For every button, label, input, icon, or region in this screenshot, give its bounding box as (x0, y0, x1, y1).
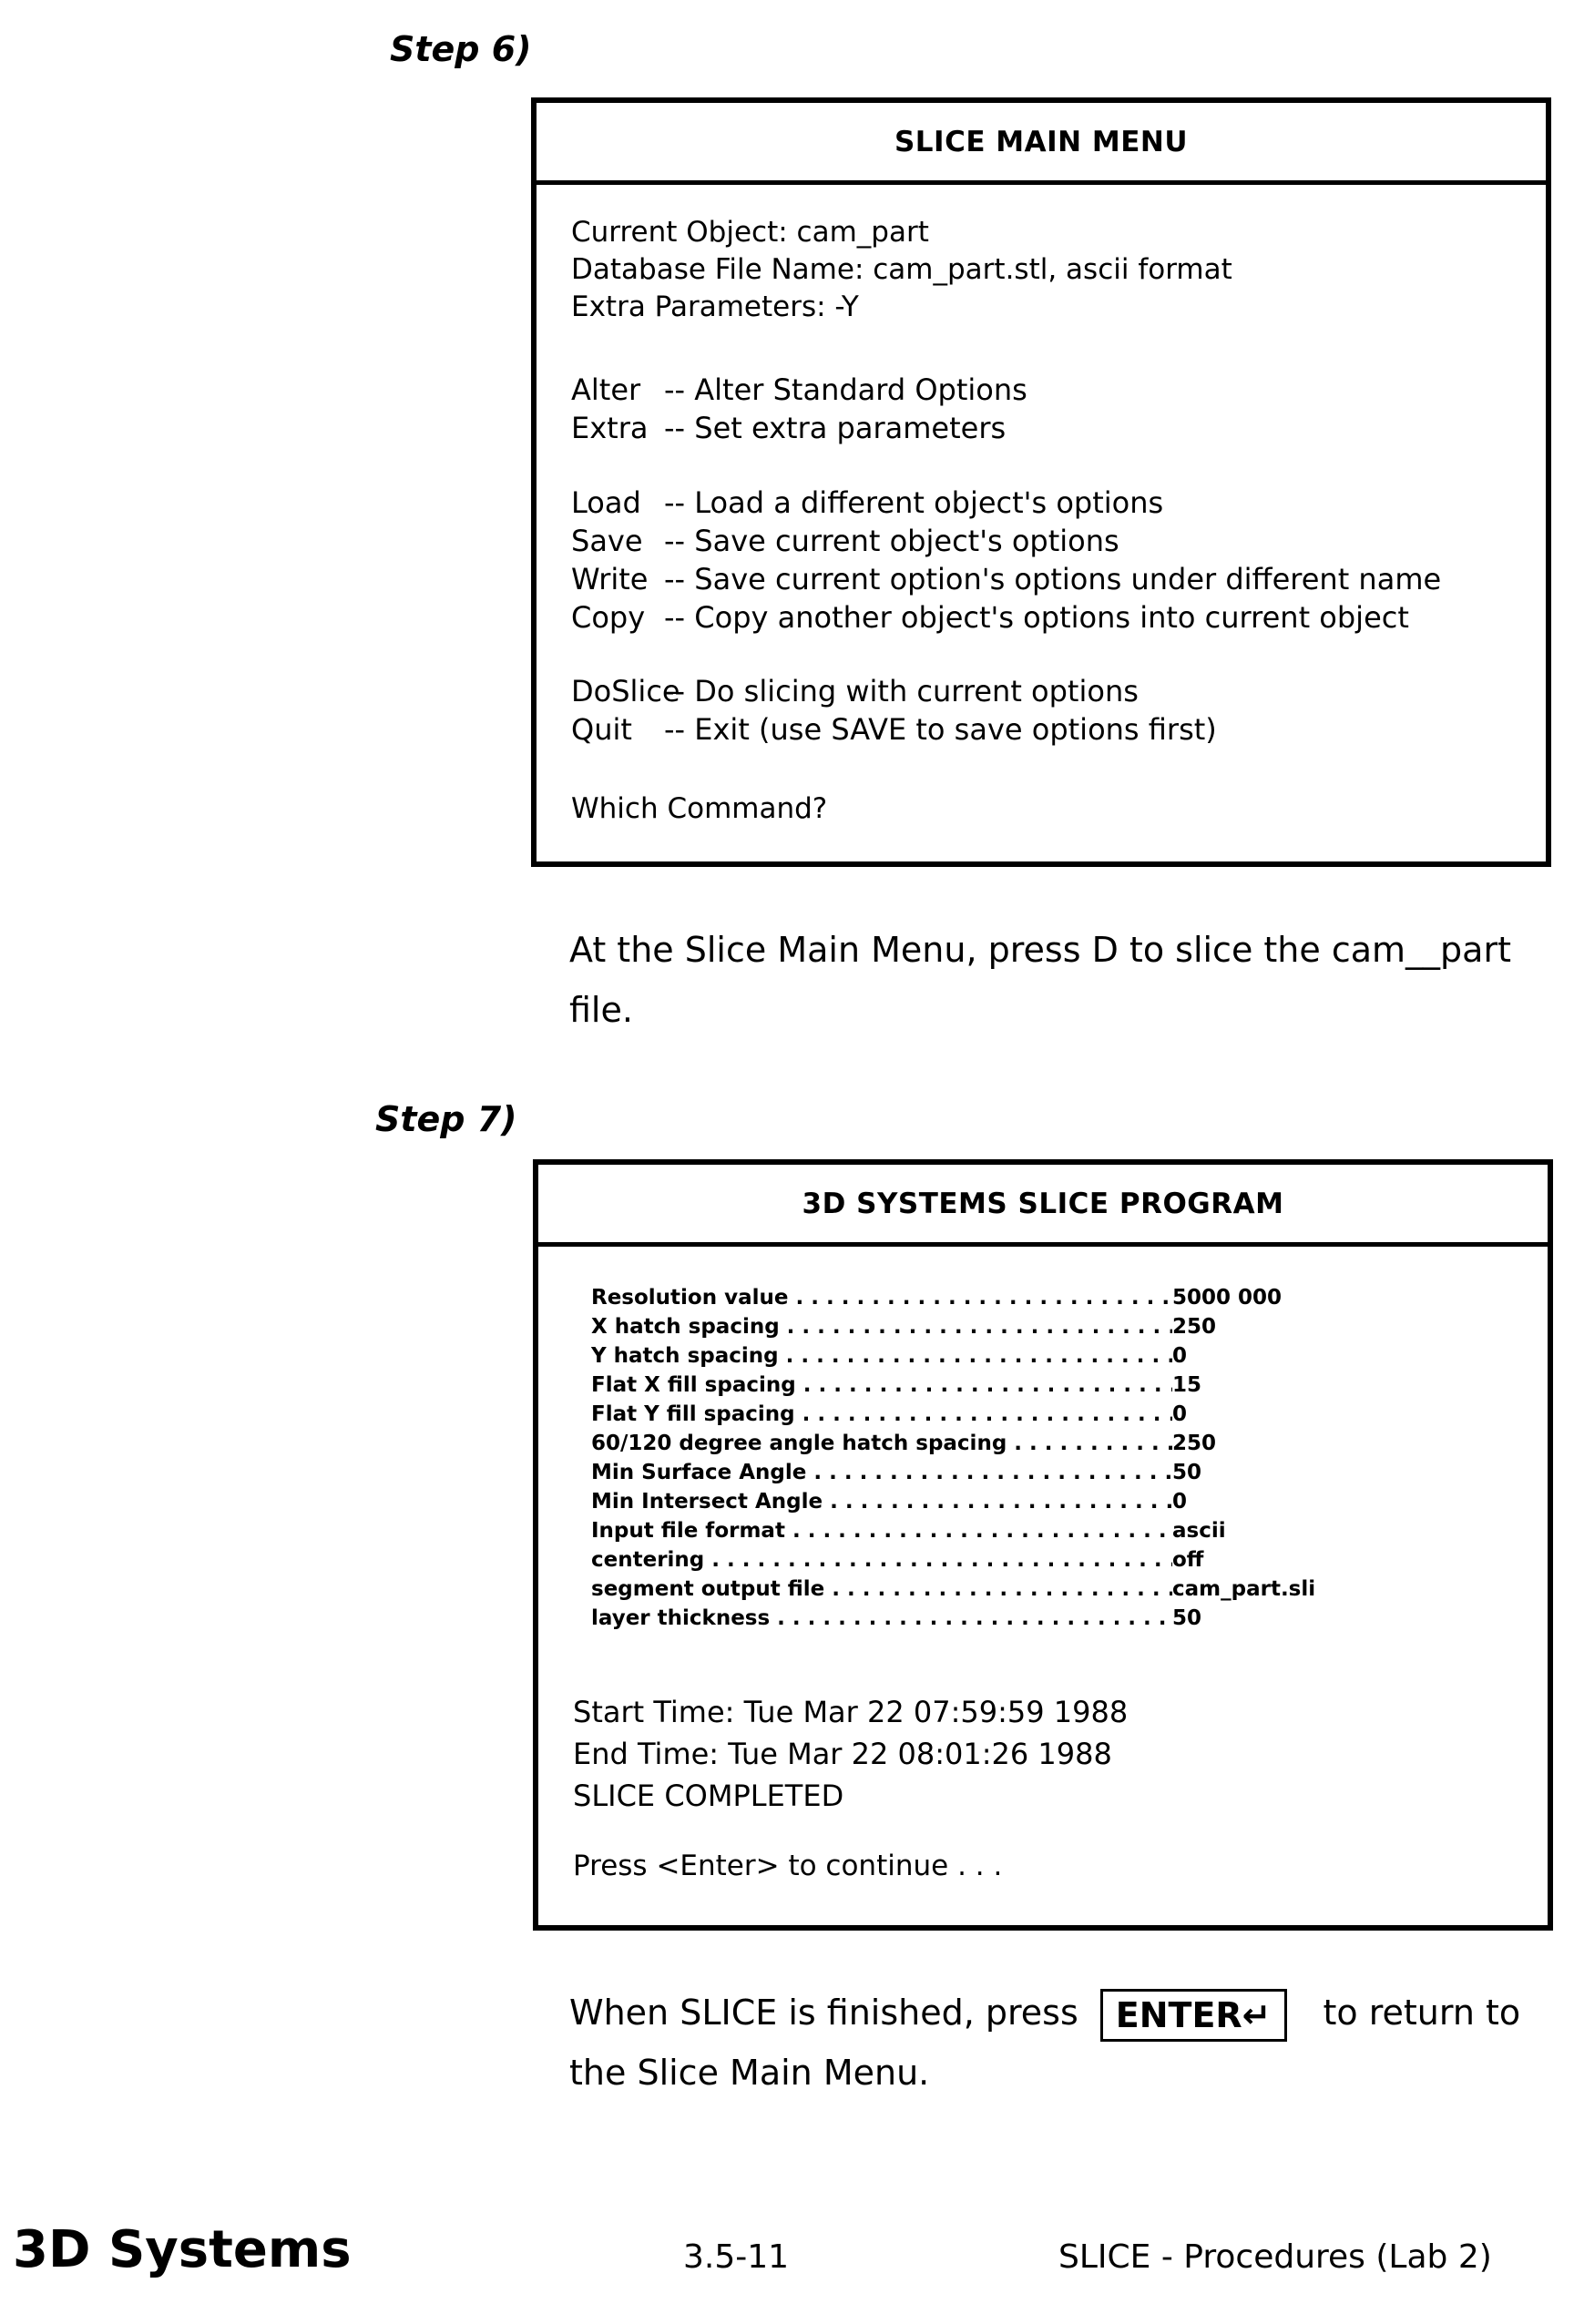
param-row (591, 1341, 1315, 1371)
menu-item-copy[interactable] (571, 598, 1441, 637)
param-label: centering . . . . . . . . . . . . . . . . . . . . . . . . . . . . . . (591, 1545, 1172, 1575)
parameter-list (591, 1283, 1315, 1633)
param-label: segment output file . . . . . . . . . . . . . . . . . . . . . . (591, 1575, 1172, 1604)
instruction-before: When SLICE is finished, press (569, 1993, 1078, 2033)
object-info (571, 214, 1232, 326)
menu-item-save[interactable] (571, 522, 1441, 560)
param-value: 0 (1172, 1400, 1187, 1429)
param-value: 50 (1172, 1458, 1201, 1487)
slice-main-menu-screen (531, 97, 1551, 867)
param-row (591, 1429, 1315, 1458)
menu-key: Quit (571, 710, 664, 749)
current-object-line: Current Object: cam_part (571, 214, 1232, 251)
command-group-files (571, 484, 1441, 637)
command-group-options (571, 371, 1027, 447)
param-label: Input file format . . . . . . . . . . . . . . . . . . . . . . . . . (591, 1516, 1172, 1545)
param-row (591, 1400, 1315, 1429)
instruction-after: to return to the Slice Main Menu. (569, 1993, 1520, 2093)
param-value: 50 (1172, 1604, 1201, 1633)
command-prompt[interactable]: Which Command? (571, 792, 827, 825)
step-6-instruction: At the Slice Main Menu, press D to slice the cam__part file. (569, 920, 1535, 1040)
param-value: cam_part.sli (1172, 1575, 1315, 1604)
timing-block (573, 1691, 1128, 1817)
slice-program-screen (533, 1159, 1553, 1931)
slice-main-menu-title: SLICE MAIN MENU (537, 103, 1546, 185)
param-value: 250 (1172, 1429, 1216, 1458)
start-time: Start Time: Tue Mar 22 07:59:59 1988 (573, 1691, 1128, 1733)
menu-key: DoSlice (571, 672, 664, 710)
menu-item-extra[interactable] (571, 409, 1027, 447)
menu-item-doslice[interactable] (571, 672, 1217, 710)
param-row (591, 1283, 1315, 1312)
menu-desc: -- Do slicing with current options (664, 672, 1139, 710)
end-time: End Time: Tue Mar 22 08:01:26 1988 (573, 1733, 1128, 1775)
extra-parameters-line: Extra Parameters: -Y (571, 289, 1232, 326)
menu-desc: -- Save current option's options under different name (664, 560, 1441, 598)
param-label: layer thickness . . . . . . . . . . . . . . . . . . . . . . . . . . (591, 1604, 1172, 1633)
menu-item-write[interactable] (571, 560, 1441, 598)
param-row (591, 1371, 1315, 1400)
footer-brand: 3D Systems (13, 2220, 352, 2279)
menu-desc: -- Copy another object's options into current object (664, 598, 1409, 637)
param-row (591, 1487, 1315, 1516)
menu-item-alter[interactable] (571, 371, 1027, 409)
param-row (591, 1604, 1315, 1633)
menu-key: Extra (571, 409, 664, 447)
param-row (591, 1575, 1315, 1604)
menu-desc: -- Exit (use SAVE to save options first) (664, 710, 1217, 749)
param-value: 0 (1172, 1341, 1187, 1371)
param-label: Resolution value . . . . . . . . . . . . . . . . . . . . . . . . . (591, 1283, 1172, 1312)
menu-item-load[interactable] (571, 484, 1441, 522)
slice-status: SLICE COMPLETED (573, 1775, 1128, 1817)
param-value: ascii (1172, 1516, 1226, 1545)
menu-key: Save (571, 522, 664, 560)
param-value: 250 (1172, 1312, 1216, 1341)
menu-desc: -- Save current object's options (664, 522, 1119, 560)
menu-desc: -- Alter Standard Options (664, 371, 1027, 409)
page-number: 3.5-11 (683, 2238, 789, 2276)
param-label: Flat X fill spacing . . . . . . . . . . . . . . . . . . . . . . . . (591, 1371, 1172, 1400)
param-label: Min Intersect Angle . . . . . . . . . . . . . . . . . . . . . . (591, 1487, 1172, 1516)
menu-desc: -- Load a different object's options (664, 484, 1163, 522)
menu-key: Alter (571, 371, 664, 409)
param-value: off (1172, 1545, 1203, 1575)
command-group-run (571, 672, 1217, 749)
param-label: Flat Y fill spacing . . . . . . . . . . . . . . . . . . . . . . . . (591, 1400, 1172, 1429)
param-row (591, 1312, 1315, 1341)
param-value: 0 (1172, 1487, 1187, 1516)
param-value: 5000 000 (1172, 1283, 1282, 1312)
param-row (591, 1545, 1315, 1575)
slice-program-title: 3D SYSTEMS SLICE PROGRAM (538, 1165, 1548, 1247)
menu-desc: -- Set extra parameters (664, 409, 1006, 447)
param-row (591, 1516, 1315, 1545)
menu-item-quit[interactable] (571, 710, 1217, 749)
param-label: Min Surface Angle . . . . . . . . . . . . . . . . . . . . . . . . (591, 1458, 1172, 1487)
menu-key: Write (571, 560, 664, 598)
param-label: Y hatch spacing . . . . . . . . . . . . . . . . . . . . . . . . . (591, 1341, 1172, 1371)
step-6-label: Step 6) (390, 29, 532, 69)
param-row (591, 1458, 1315, 1487)
param-label: 60/120 degree angle hatch spacing . . . . . . . . . . (591, 1429, 1172, 1458)
param-value: 15 (1172, 1371, 1201, 1400)
continue-prompt[interactable]: Press <Enter> to continue . . . (573, 1850, 1002, 1882)
menu-key: Load (571, 484, 664, 522)
step-7-label: Step 7) (375, 1099, 517, 1139)
menu-key: Copy (571, 598, 664, 637)
section-title: SLICE - Procedures (Lab 2) (1058, 2238, 1492, 2276)
enter-key[interactable]: ENTER↵ (1100, 1989, 1287, 2042)
param-label: X hatch spacing . . . . . . . . . . . . . . . . . . . . . . . . . (591, 1312, 1172, 1341)
database-file-line: Database File Name: cam_part.stl, ascii format (571, 251, 1232, 289)
step-7-instruction (569, 1983, 1535, 2103)
